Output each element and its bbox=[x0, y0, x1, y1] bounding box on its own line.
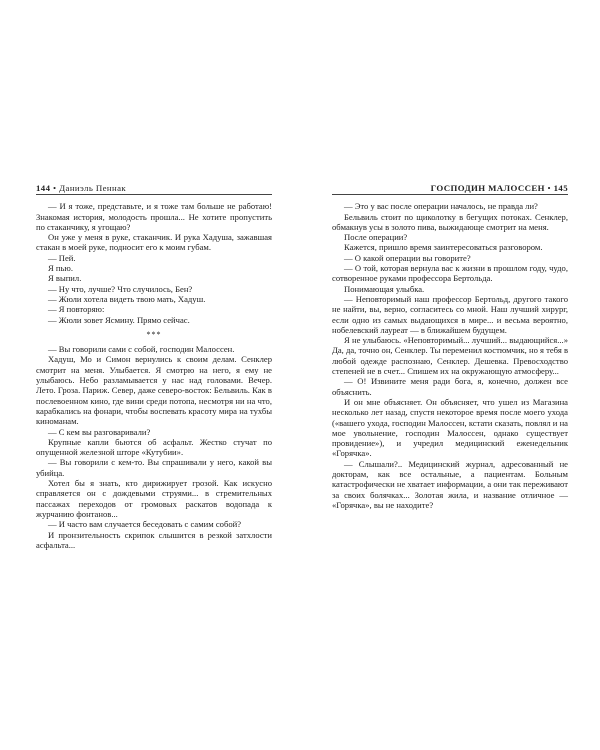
paragraph: Хадуш, Мо и Симон вернулись к своим делам. Сенклер смотрит на меня. Улыбается. Я смотрю на него, я ему не улыбаюсь. Небо разламывается у нас над головами. Вечер. Лето. Гроза. Париж. Север, даже северо-восток: Бельвиль. Как в послевоенном кино, где вини среди потопа, несмотря ни на что, карабкались на фонари, чтобы воспевать красоту мира на тухбы киноманам. bbox=[36, 354, 272, 427]
left-head-author: Даниэль Пеннак bbox=[59, 183, 127, 193]
paragraph: Хотел бы я знать, кто дирижирует грозой. Как искусно справляется он с дождевыми струями... в стремительных пассажах переходов от громовых раскатов водопада к журчанию фонтанов... bbox=[36, 478, 272, 519]
right-page bbox=[332, 183, 568, 510]
paragraph: — Я повторяю: bbox=[48, 304, 105, 315]
paragraph: — О какой операции вы говорите? bbox=[344, 252, 471, 263]
paragraph: Кажется, пришло время заинтересоваться разговором. bbox=[344, 242, 543, 253]
paragraph: — Жюли хотела видеть твою мать, Хадуш. bbox=[48, 293, 206, 304]
paragraph: — Слышали?.. Медицинский журнал, адресованный не докторам, как все остальные, а пациентам. Больным катастрофически не хватает информации, а они так переживают за своих болячках... Золотая жила, и название отличное — «Горячка», вы не находите? bbox=[332, 458, 568, 510]
paragraph: — Пей. bbox=[48, 252, 76, 263]
left-text-block-a bbox=[36, 201, 272, 325]
section-break-asterism: *** bbox=[146, 329, 162, 339]
paragraph: Понимающая улыбка. bbox=[344, 283, 425, 294]
left-text-block-b bbox=[36, 344, 272, 550]
left-running-head bbox=[36, 183, 272, 195]
paragraph: Я выпил. bbox=[48, 273, 82, 284]
right-head-title: ГОСПОДИН МАЛОССЕН bbox=[430, 183, 545, 193]
left-head-separator: • bbox=[53, 183, 57, 193]
paragraph: И пронзительность скрипок слышится в резкой затхлости асфальта... bbox=[36, 529, 272, 550]
paragraph: Крупные капли бьются об асфальт. Жестко стучат по опущенной железной шторе «Кутубии». bbox=[36, 436, 272, 458]
paragraph: — Вы говорили с кем-то. Вы спрашивали у него, какой вы убийца. bbox=[36, 457, 272, 478]
paragraph: И он мне объясняет. Он объясняет, что ушел из Магазина несколько лет назад, спустя некоторое время после моего ухода («вашего ухода, господин Малоссен, кстати сказать, повлял и на мое увольнение, господин Малоссен, однако существует провидение»), и учредил медицинский еженедельник «Горячка». bbox=[332, 396, 568, 459]
left-page bbox=[36, 183, 272, 550]
paragraph: — О! Извините меня ради бога, я, конечно, должен все объяснить. bbox=[332, 376, 568, 397]
right-text-block bbox=[332, 201, 568, 510]
paragraph: — Неповторимый наш профессор Бертольд, другого такого не найти, вы, верно, согласитесь со мной. Наш лучший хирург, если одно из самых выдающихся в мире... и весьма вероятно, нобелевский лауреат — в ближайшем будущем. bbox=[332, 293, 568, 335]
paragraph: После операции? bbox=[344, 232, 408, 243]
paragraph: — С кем вы разговаривали? bbox=[48, 426, 151, 437]
paragraph: — Это у вас после операции началось, не правда ли? bbox=[344, 201, 538, 212]
paragraph: Бельвиль стоит по щиколотку в бегущих потоках. Сенклер, обмакнув усы в золото пива, выжидающе смотрит на меня. bbox=[332, 211, 568, 232]
paragraph: — И я тоже, представьте, и я тоже там больше не работаю! Знакомая история, молодость прошла... Не хотите пропустить по стаканчику, я угощаю? bbox=[36, 201, 272, 232]
right-page-number: 145 bbox=[553, 183, 568, 193]
left-page-number: 144 bbox=[36, 183, 51, 193]
paragraph: — Жюли зовет Ясмину. Прямо сейчас. bbox=[48, 314, 190, 325]
paragraph: Я пью. bbox=[48, 263, 73, 274]
paragraph: — О той, которая вернула вас к жизни в прошлом году, чудо, сотворенное руками профессора Бертольда. bbox=[332, 263, 568, 284]
paragraph: Он уже у меня в руке, стаканчик. И рука Хадуша, зажавшая стакан в моей руке, подносит его к моим губам. bbox=[36, 232, 272, 253]
paragraph: Я не улыбаюсь. «Неповторимый... лучший... выдающийся...» Да, да, точно он, Сенклер. Ты переменил костюмчик, но я тебя в любой одежде распознаю, Сенклер. Дешевка. Превосходство степеней не в счет... Спишем их на окружающую атмосферу... bbox=[332, 335, 568, 377]
paragraph: — И часто вам случается беседовать с самим собой? bbox=[48, 519, 242, 530]
right-head-separator: • bbox=[547, 183, 551, 193]
paragraph: — Вы говорили сами с собой, господин Малоссен. bbox=[48, 344, 235, 355]
right-running-head bbox=[332, 183, 568, 195]
paragraph: — Ну что, лучше? Что случилось, Бен? bbox=[48, 283, 193, 294]
